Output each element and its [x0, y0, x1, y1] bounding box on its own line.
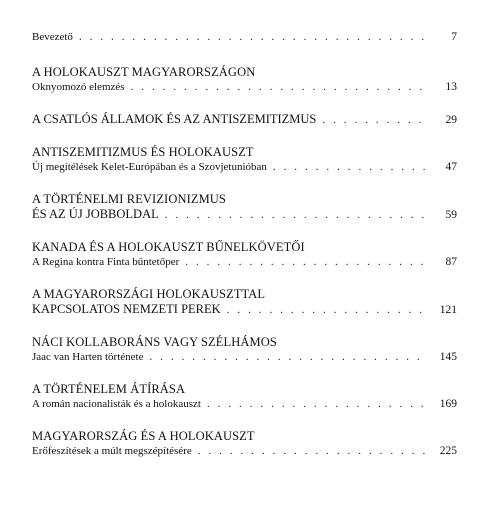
toc-row [32, 160, 457, 175]
toc-row [32, 350, 457, 365]
dot-leader [207, 397, 425, 412]
dot-leader [131, 80, 425, 95]
page-number: 13 [445, 81, 457, 93]
page-number: 29 [445, 114, 457, 126]
page-number: 169 [439, 398, 457, 410]
chapter-heading: A HOLOKAUSZT MAGYARORSZÁGON [32, 65, 256, 79]
dot-leader [273, 160, 425, 175]
toc-entry-holocaust-in-hungary [32, 65, 457, 95]
chapter-heading: A MAGYARORSZÁGI HOLOKAUSZTTAL [32, 287, 266, 301]
dot-leader [227, 303, 425, 318]
toc-entry-rewriting-history [32, 382, 457, 412]
page-number: 145 [439, 351, 457, 363]
toc-entry-antisemitism-and-holocaust [32, 145, 457, 175]
chapter-subtitle: A Regina kontra Finta bűntetőper [32, 256, 180, 268]
page-number: 7 [451, 31, 457, 43]
toc-row [32, 255, 457, 270]
toc-entry-hungary-and-holocaust [32, 429, 457, 459]
chapter-subtitle: Jaac van Harten története [32, 351, 144, 363]
chapter-subtitle: Erőfeszítések a múlt megszépítésére [32, 445, 192, 457]
page-number: 59 [445, 209, 457, 221]
chapter-subtitle: Oknyomozó elemzés [32, 81, 125, 93]
toc-entry-title: Bevezető [32, 31, 73, 43]
chapter-subtitle: Új megítélések Kelet-Európában és a Szovjetunióban [32, 161, 267, 173]
dot-leader [79, 30, 425, 45]
toc-entry-historical-revisionism [32, 192, 457, 223]
dot-leader [198, 444, 425, 459]
toc-row [32, 30, 457, 45]
toc-row [32, 112, 457, 128]
toc-entry-national-trials [32, 287, 457, 318]
dot-leader [149, 350, 425, 365]
dot-leader [165, 208, 425, 223]
chapter-heading: A TÖRTÉNELEM ÁTÍRÁSA [32, 382, 186, 396]
toc-entry-nazi-collaborator [32, 335, 457, 365]
toc-row [32, 444, 457, 459]
page-number: 225 [439, 445, 457, 457]
chapter-heading: NÁCI KOLLABORÁNS VAGY SZÉLHÁMOS [32, 335, 277, 349]
toc-row [32, 302, 457, 318]
chapter-heading: ANTISZEMITIZMUS ÉS HOLOKAUSZT [32, 145, 254, 159]
chapter-heading: A TÖRTÉNELMI REVIZIONIZMUS [32, 192, 226, 206]
toc-row [32, 207, 457, 223]
chapter-heading: KANADA ÉS A HOLOKAUSZT BŰNELKÖVETŐI [32, 240, 305, 254]
page-number: 87 [445, 256, 457, 268]
chapter-heading-continued: ÉS AZ ÚJ JOBBOLDAL [32, 207, 159, 221]
toc-entry-satellite-states [32, 112, 457, 128]
page-number: 121 [439, 304, 457, 316]
chapter-heading-continued: KAPCSOLATOS NEMZETI PEREK [32, 302, 221, 316]
toc-row [32, 80, 457, 95]
chapter-heading: A CSATLÓS ÁLLAMOK ÉS AZ ANTISZEMITIZMUS [32, 112, 317, 126]
chapter-subtitle: A román nacionalisták és a holokauszt [32, 398, 201, 410]
toc-entry-introduction [32, 30, 457, 45]
chapter-heading: MAGYARORSZÁG ÉS A HOLOKAUSZT [32, 429, 255, 443]
page-number: 47 [445, 161, 457, 173]
toc-entry-canada [32, 240, 457, 270]
dot-leader [185, 255, 425, 270]
dot-leader [322, 113, 425, 128]
toc-row [32, 397, 457, 412]
